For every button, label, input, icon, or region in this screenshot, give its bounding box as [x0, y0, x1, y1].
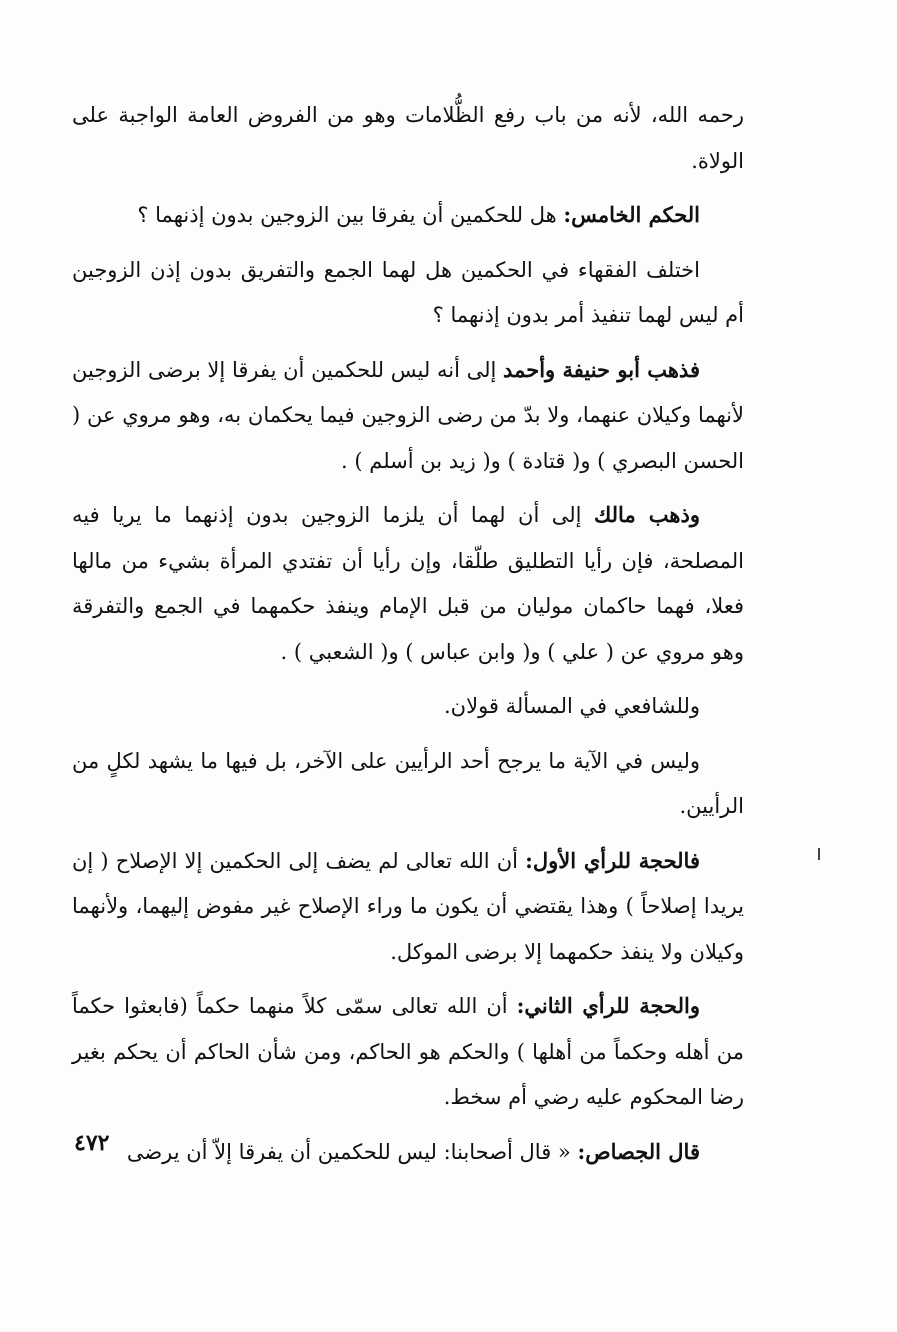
paragraph-3 [72, 247, 744, 339]
paragraph-text: وللشافعي في المسألة قولان. [444, 694, 700, 718]
paragraph-lead: والحجة للرأي الثاني: [516, 993, 700, 1018]
paragraph-text: وليس في الآية ما يرجح أحد الرأيين على الآخر، بل فيها ما يشهد لكلٍ من الرأيين. [72, 748, 744, 818]
paragraph-text: « قال أصحابنا: ليس للحكمين أن يفرقا إلاّ أن يرضى [126, 1139, 578, 1164]
paragraph-text: هل للحكمين أن يفرقا بين الزوجين بدون إذنهما ؟ [137, 203, 564, 227]
paragraph-9 [72, 983, 744, 1121]
page-number: ٤٧٢ [74, 1130, 110, 1156]
margin-mark [818, 848, 820, 860]
paragraph-text: أن الله تعالى سمّى كلاً منهما حكماً (فابعثوا حكماً من أهله وحكماً من أهلها ) والحكم هو الحاكم، ومن شأن الحاكم أن يحكم بغير رضا المحكوم عليه رضي أم سخط. [72, 994, 744, 1109]
page-body [72, 92, 744, 1183]
paragraph-5 [72, 492, 744, 675]
paragraph-4 [72, 347, 744, 485]
paragraph-8 [72, 838, 744, 976]
paragraph-6 [72, 683, 744, 730]
paragraph-text: إلى أن لهما أن يلزما الزوجين بدون إذنهما ما يريا فيه المصلحة، فإن رأيا التطليق طلّقا، وإن رأيا أن تفتدي المرأة بشيء من مالها فعلا، فهما حاكمان موليان من قبل الإمام وينفذ حكمهما في الجمع والتفرقة وهو مروي عن ( علي ) و( وابن عباس ) و( الشعبي ) . [72, 503, 744, 664]
paragraph-lead: الحكم الخامس: [563, 202, 700, 227]
paragraph-lead: فالحجة للرأي الأول: [525, 847, 700, 873]
paragraph-1 [72, 92, 744, 184]
paragraph-2 [72, 192, 744, 239]
paragraph-lead: فذهب أبو حنيفة وأحمد [503, 356, 700, 382]
paragraph-10 [72, 1129, 744, 1176]
paragraph-text: رحمه الله، لأنه من باب رفع الظُّلامات وهو من الفروض العامة الواجبة على الولاة. [72, 103, 744, 173]
paragraph-text: أن الله تعالى لم يضف إلى الحكمين إلا الإصلاح ( إن يريدا إصلاحاً ) وهذا يقتضي أن يكون ما وراء الإصلاح غير مفوض إليهما، ولأنهما وكيلان ولا ينفذ حكمهما إلا برضى الموكل. [72, 848, 744, 964]
paragraph-lead: وذهب مالك [593, 502, 700, 527]
paragraph-lead: قال الجصاص: [577, 1138, 700, 1164]
paragraph-7 [72, 738, 744, 830]
paragraph-text: اختلف الفقهاء في الحكمين هل لهما الجمع والتفريق بدون إذن الزوجين أم ليس لهما تنفيذ أمر بدون إذنهما ؟ [72, 257, 744, 327]
paragraph-text: إلى أنه ليس للحكمين أن يفرقا إلا برضى الزوجين لأنهما وكيلان عنهما، ولا بدّ من رضى الزوجين فيما يحكمان به، وهو مروي عن ( الحسن البصري ) و( قتادة ) و( زيد بن أسلم ) . [72, 357, 744, 473]
